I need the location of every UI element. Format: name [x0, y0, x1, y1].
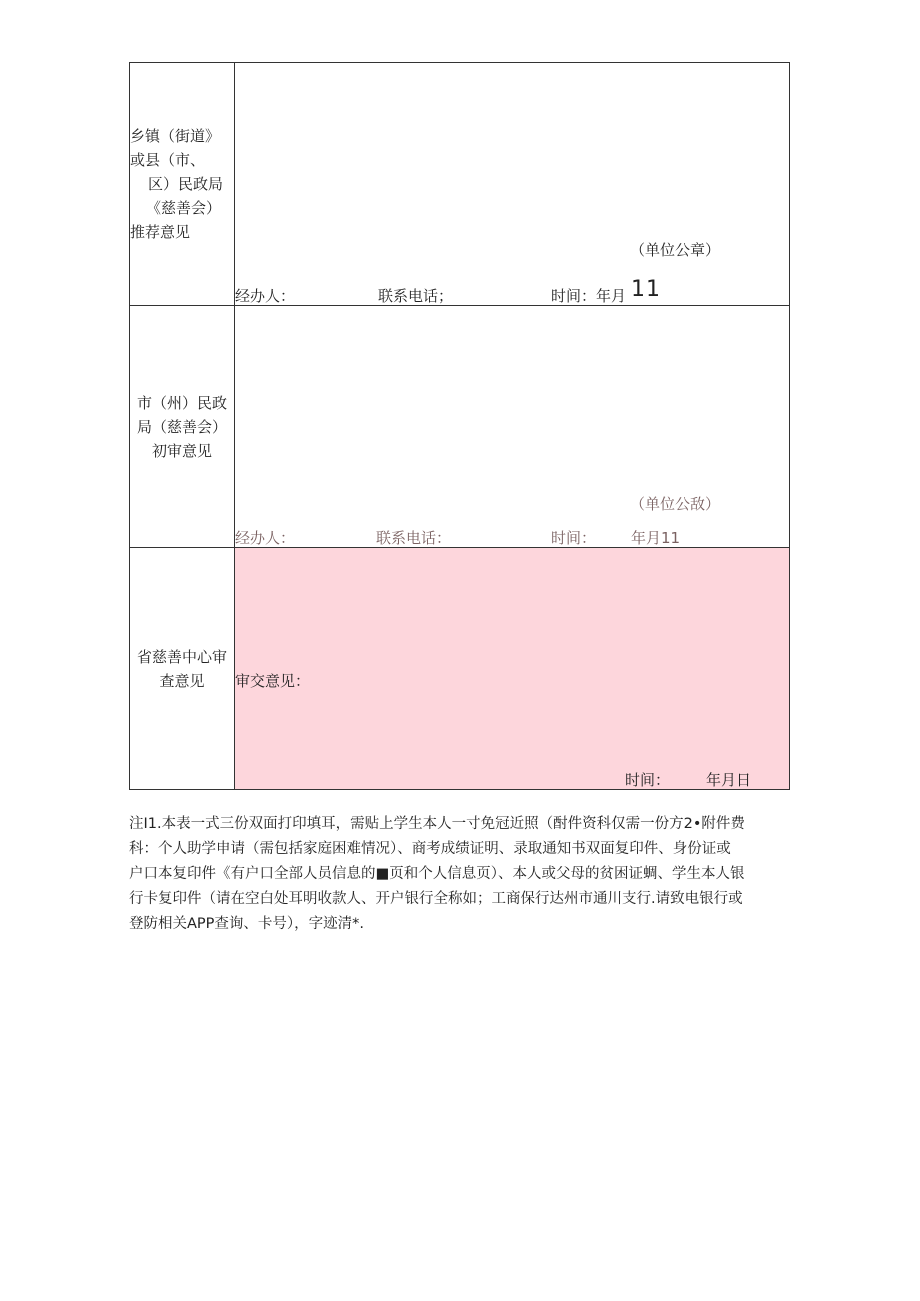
time-label: 时间： [551, 529, 597, 547]
province-label-cell [130, 548, 235, 789]
note-line: 行卡复印件（请在空白处耳明收款人、开户银行全称如；工商保行达州市通川支行.请致电银行或 [129, 891, 743, 907]
unit-seal-label: （单位公敌） [630, 495, 721, 513]
province-content-cell[interactable] [235, 548, 789, 789]
phone-label: 联系电话： [376, 529, 452, 547]
footnote [129, 812, 793, 937]
city-review-row [130, 305, 789, 547]
handler-label: 经办人： [235, 529, 296, 547]
application-form-table [129, 62, 790, 790]
label-line: 市（州）民政 [136, 393, 227, 412]
label-line: 省慈善中心审 [136, 647, 227, 666]
note-line: 登防相关APP查询、卡号），字迹清*. [129, 916, 365, 932]
label-line: 局（慈善会） [136, 417, 227, 436]
note-line: 科：个人助学申请（需包括家庭困难情况）、商考成绩证明、录取通知书双面复印件、身份证或 [129, 841, 731, 857]
province-label [130, 645, 234, 693]
label-line: 乡镇（街道》 [130, 127, 221, 145]
city-content-cell[interactable] [235, 306, 789, 547]
date-label: 年月日 [706, 771, 752, 789]
label-line: 查意见 [159, 671, 205, 690]
label-line: 或县（市、 [130, 151, 206, 169]
opinion-label: 审交意见： [235, 672, 311, 690]
label-line: 区）民政局 [148, 175, 224, 193]
township-content-cell[interactable] [235, 63, 789, 305]
province-review-row [130, 547, 789, 789]
time-label: 时间： [625, 771, 671, 789]
date-label: 年月11 [631, 529, 681, 547]
township-label [130, 124, 234, 244]
label-line: 推荐意见 [130, 223, 191, 241]
phone-label: 联系电话； [378, 287, 454, 305]
time-value: 11 [631, 277, 661, 302]
handler-label: 经办人： [235, 287, 296, 305]
time-label: 时间：年月 [551, 287, 627, 305]
city-label-cell [130, 306, 235, 547]
label-line: 《慈善会） [146, 199, 222, 217]
city-label [130, 391, 234, 463]
township-label-cell [130, 63, 235, 305]
township-recommendation-row [130, 63, 789, 305]
label-line: 初审意见 [151, 441, 212, 460]
note-line: 户口本复印件《有户口全部人员信息的■页和个人信息页）、本人或父母的贫困证蜩、学生本人银 [129, 866, 745, 882]
note-line: 注I1.本表一式三份双面打印填耳，需贴上学生本人一寸免冠近照（酎件资科仅需一份方2•附件费 [129, 816, 745, 832]
unit-seal-label: （单位公章） [630, 241, 721, 259]
